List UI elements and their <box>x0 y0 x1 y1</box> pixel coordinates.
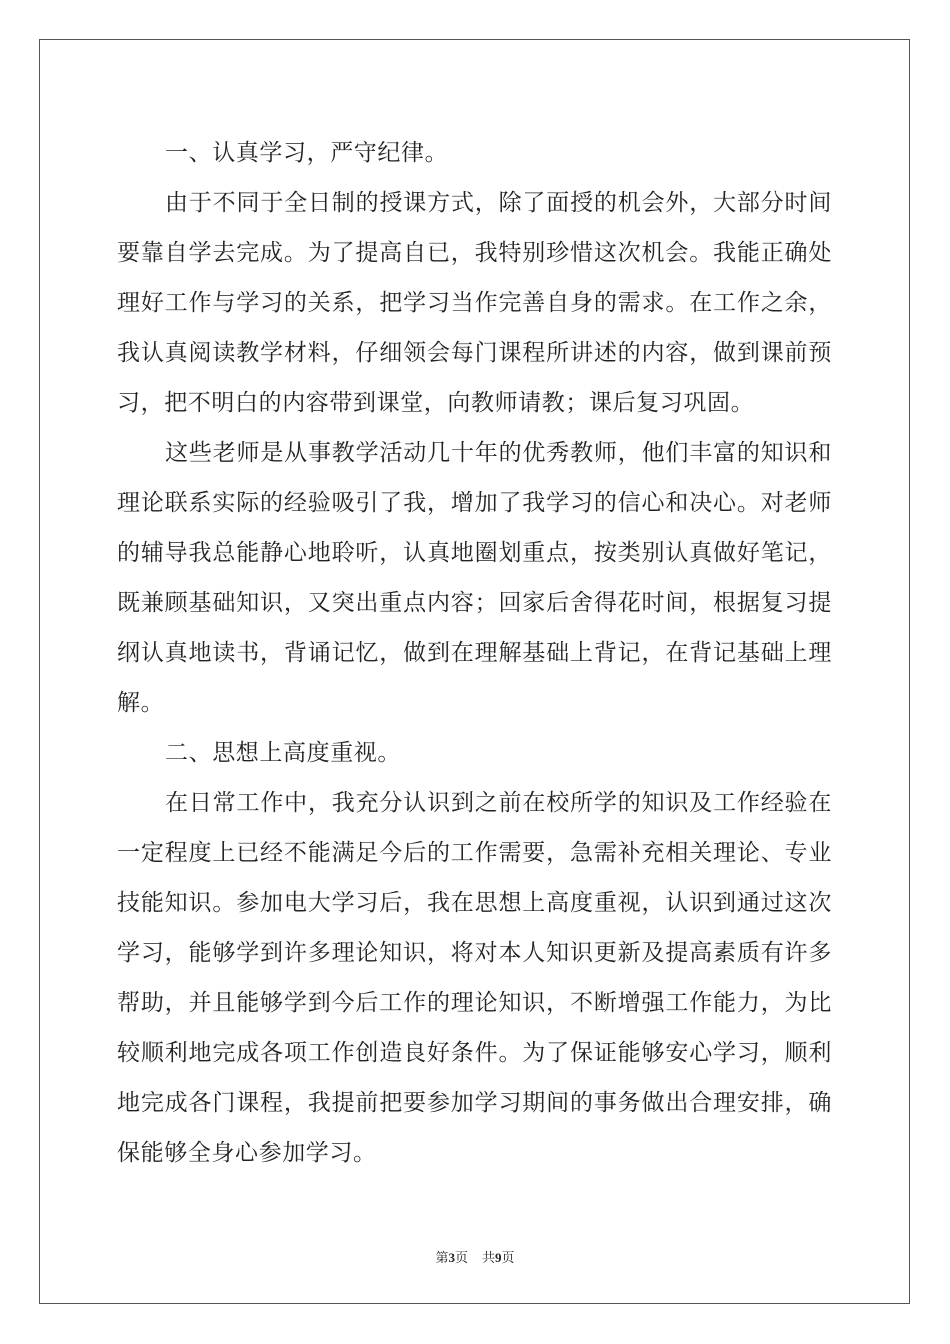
page-footer <box>0 1247 950 1266</box>
body-paragraph-1: 由于不同于全日制的授课方式，除了面授的机会外，大部分时间要靠自学去完成。为了提高自已，我特别珍惜这次机会。我能正确处理好工作与学习的关系，把学习当作完善自身的需求。在工作之余，我认真阅读教学材料，仔细领会每门课程所讲述的内容，做到课前预习，把不明白的内容带到课堂，向教师请教；课后复习巩固。 <box>117 190 832 416</box>
document-body <box>117 128 832 1178</box>
page-prefix: 第 <box>435 1251 449 1266</box>
section-heading-1: 一、认真学习，严守纪律。 <box>165 140 449 166</box>
page-suffix: 页 <box>454 1251 468 1266</box>
total-prefix: 共 <box>482 1251 496 1266</box>
body-paragraph-2: 这些老师是从事教学活动几十年的优秀教师，他们丰富的知识和理论联系实际的经验吸引了我，增加了我学习的信心和决心。对老师的辅导我总能静心地聆听，认真地圈划重点，按类别认真做好笔记，既兼顾基础知识，又突出重点内容；回家后舍得花时间，根据复习提纲认真地读书，背诵记忆，做到在理解基础上背记，在背记基础上理解。 <box>117 440 832 716</box>
body-paragraph-3: 在日常工作中，我充分认识到之前在校所学的知识及工作经验在一定程度上已经不能满足今后的工作需要，急需补充相关理论、专业技能知识。参加电大学习后，我在思想上高度重视，认识到通过这次学习，能够学到许多理论知识，将对本人知识更新及提高素质有许多帮助，并且能够学到今后工作的理论知识，不断增强工作能力，为比较顺利地完成各项工作创造良好条件。为了保证能够安心学习，顺利地完成各门课程，我提前把要参加学习期间的事务做出合理安排，确保能够全身心参加学习。 <box>117 790 832 1166</box>
total-suffix: 页 <box>501 1251 515 1266</box>
total-pages: 9 <box>495 1250 502 1265</box>
section-heading-2: 二、思想上高度重视。 <box>165 740 401 766</box>
page-number: 3 <box>448 1250 455 1265</box>
